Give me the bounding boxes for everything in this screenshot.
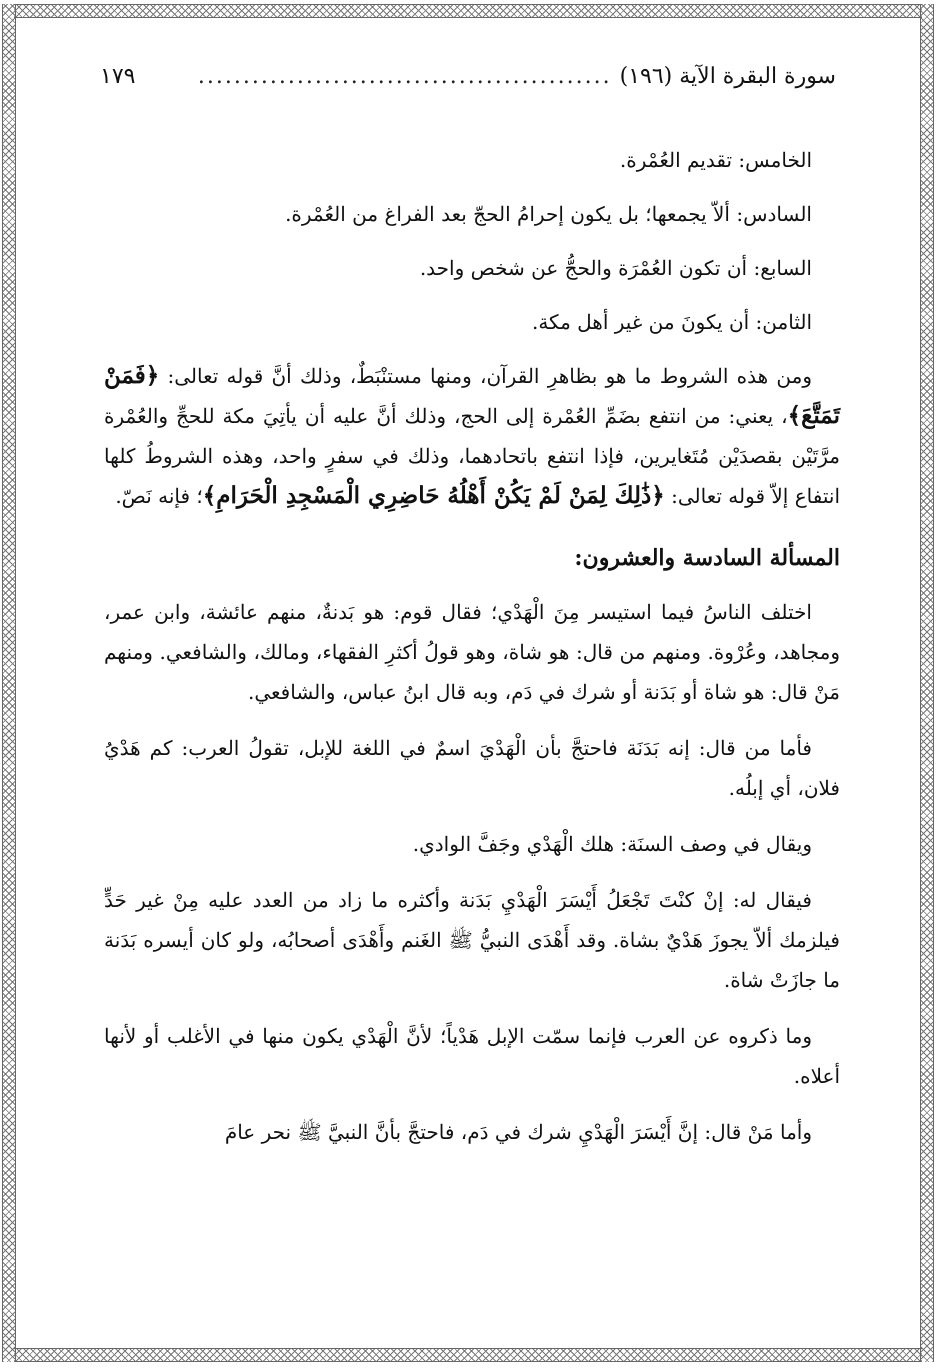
border-right: [920, 4, 934, 1362]
quran-quote-1: ﴿فَمَنْ تَمَتَّعَ﴾: [104, 362, 840, 429]
page-content: [104, 140, 840, 1168]
header-title: سورة البقرة الآية (١٩٦): [619, 64, 836, 89]
paragraph-conditions-text-3: ؛ فإنه نَصّ.: [115, 484, 203, 508]
paragraph-eighth: الثامن: أن يكونَ من غير أهل مكة.: [531, 310, 812, 334]
paragraph-saying: ويقال في وصف السنَة: هلك الْهَدْي وجَفَّ الوادي.: [412, 832, 812, 856]
header-dots: ..............................................: [197, 64, 612, 89]
border-bottom: [14, 1348, 922, 1362]
paragraph-response: فيقال له: إنْ كنْتَ تَجْعَلُ أَيْسَرَ الْهَدْيِ بَدَنة وأكثره ما زاد من العدد عليه مِنْ غير حَدٍّ فيلزمك ألاّ يجوزَ هَدْيٌ بشاة. وقد أَهْدَى النبيُّ ﷺ الغَنم وأَهْدَى أصحابُه، ولو كان أيسره بَدَنة ما جازَتْ شاة.: [104, 888, 840, 992]
border-left: [2, 4, 16, 1362]
paragraph-dispute: اختلف الناسُ فيما استيسر مِنَ الْهَدْي؛ فقال قوم: هو بَدنةٌ، منهم عائشة، وابن عمر، ومجاهد، وعُرْوة. ومنهم من قال: هو شاة، وهو قولُ أكثرِ الفقهاء، ومالك، والشافعي. ومنهم مَنْ قال: هو شاة أو بَدَنة أو شرك في دَم، وبه قال ابنُ عباس، والشافعي.: [104, 600, 840, 704]
paragraph-share: وأما مَنْ قال: إنَّ أَيْسَرَ الْهَدْيِ شرك في دَم، فاحتجَّ بأنَّ النبيَّ ﷺ نحر عامَ: [224, 1120, 812, 1144]
paragraph-conditions-text-2: ، يعني: من انتفع بضَمِّ العُمْرة إلى الحج، وذلك أنَّ عليه أن يأتِيَ مكة للحجِّ والعُمْرة مرَّتَيْن بقصدَيْن مُتَغايرين، فإذا انتفع باتحادهما، وذلك في سفرٍ واحد، وهذه الشروطُ كلها انتفاع إلاّ قوله تعالى:: [104, 404, 840, 508]
quran-quote-2: ﴿ذَٰلِكَ لِمَنْ لَمْ يَكُنْ أَهْلُهُ حَاضِرِي الْمَسْجِدِ الْحَرَامِ﴾: [202, 482, 665, 509]
border-top: [14, 4, 922, 18]
page-number: ١٧٩: [100, 64, 136, 89]
paragraph-seventh: السابع: أن تكون العُمْرَة والحجُّ عن شخص واحد.: [419, 256, 812, 280]
paragraph-conditions: [104, 356, 840, 516]
paragraph-fifth: الخامس: تقديم العُمْرة.: [619, 148, 812, 172]
paragraph-badana: فأما من قال: إنه بَدَنَة فاحتجَّ بأن الْهَدْيَ اسمٌ في اللغة للإبل، تقولُ العرب: كم هَدْيُ فلان، أي إبلُه.: [104, 736, 840, 800]
page-header: [100, 64, 836, 100]
paragraph-conditions-text: ومن هذه الشروط ما هو بظاهرِ القرآن، ومنها مستنْبَطٌ، وذلك أنَّ قوله تعالى:: [167, 364, 812, 388]
section-heading: المسألة السادسة والعشرون:: [574, 545, 840, 571]
paragraph-sixth: السادس: ألاّ يجمعها؛ بل يكون إحرامُ الحجّ بعد الفراغ من العُمْرة.: [285, 202, 812, 226]
paragraph-arabs: وما ذكروه عن العرب فإنما سمّت الإبل هَدْياً؛ لأنَّ الْهَدْي يكون منها في الأغلب أو لأنها أعلاه.: [104, 1024, 840, 1088]
